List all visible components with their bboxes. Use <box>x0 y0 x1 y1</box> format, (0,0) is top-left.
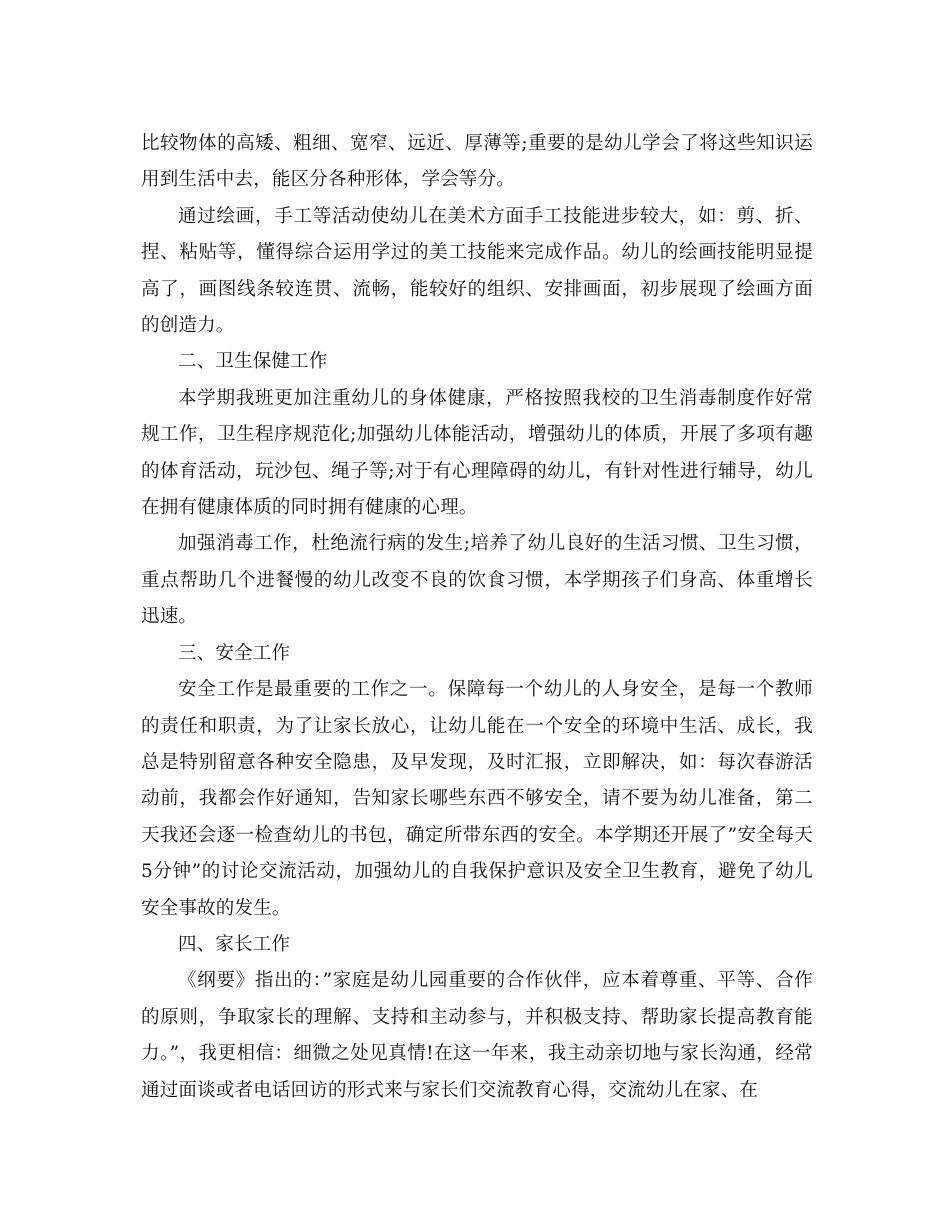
paragraph-disinfection: 加强消毒工作，杜绝流行病的发生;培养了幼儿良好的生活习惯、卫生习惯，重点帮助几个进餐慢的幼儿改变不良的饮食习惯，本学期孩子们身高、体重增长迅速。 <box>141 533 813 628</box>
paragraph-safety-work: 安全工作是最重要的工作之一。保障每一个幼儿的人身安全，是每一个教师的责任和职责，为了让家长放心，让幼儿能在一个安全的环境中生活、成长，我总是特别留意各种安全隐患，及早发现，及时汇报，立即解决，如：每次春游活动前，我都会作好通知，告知家长哪些东西不够安全，请不要为幼儿准备，第二天我还会逐一检查幼儿的书包，确定所带东西的安全。本学期还开展了”安全每天5分钟”的讨论交流活动，加强幼儿的自我保护意识及安全卫生教育，避免了幼儿安全事故的发生。 <box>141 679 813 919</box>
section-heading-health: 二、卫生保健工作 <box>178 351 328 373</box>
section-heading-parents: 四、家长工作 <box>178 933 291 955</box>
paragraph-health-care: 本学期我班更加注重幼儿的身体健康，严格按照我校的卫生消毒制度作好常规工作，卫生程序规范化;加强幼儿体能活动，增强幼儿的体质，开展了多项有趣的体育活动，玩沙包、绳子等;对于有心理障碍的幼儿，有针对性进行辅导，幼儿在拥有健康体质的同时拥有健康的心理。 <box>141 387 813 519</box>
paragraph-parent-work: 《纲要》指出的：”家庭是幼儿园重要的合作伙伴，应本着尊重、平等、合作的原则，争取家长的理解、支持和主动参与，并积极支持、帮助家长提高教育能力。”，我更相信：细微之处见真情!在这一年来，我主动亲切地与家长沟通，经常通过面谈或者电话回访的形式来与家长们交流教育心得，交流幼儿在家、在 <box>141 970 813 1101</box>
section-heading-safety: 三、安全工作 <box>178 642 291 664</box>
paragraph-math-continued: 比较物体的高矮、粗细、宽窄、远近、厚薄等;重要的是幼儿学会了将这些知识运用到生活中去，能区分各种形体，学会等分。 <box>141 133 813 191</box>
document-body <box>141 126 813 1109</box>
paragraph-art-skills: 通过绘画，手工等活动使幼儿在美术方面手工技能进步较大，如：剪、折、捏、粘贴等，懂得综合运用学过的美工技能来完成作品。幼儿的绘画技能明显提高了，画图线条较连贯、流畅，能较好的组织、安排画面，初步展现了绘画方面的创造力。 <box>141 205 813 337</box>
